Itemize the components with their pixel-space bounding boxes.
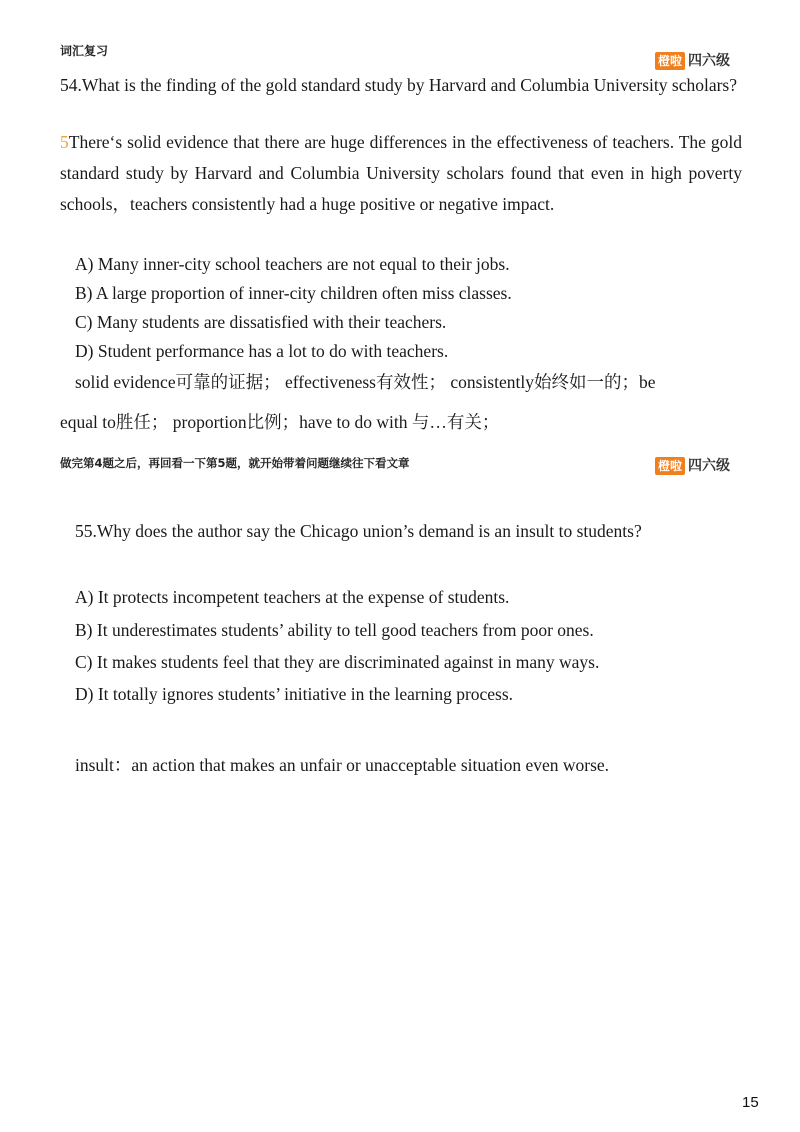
passage-54 — [60, 127, 742, 220]
brand-header — [655, 52, 730, 70]
brand-logo: 橙啦 — [655, 457, 685, 475]
page-number: 15 — [742, 1094, 759, 1111]
option-54-d: D) Student performance has a lot to do with teachers. — [75, 341, 449, 361]
passage-number: 5 — [60, 132, 69, 152]
question-55: 55.Why does the author say the Chicago union’s demand is an insult to students? — [75, 521, 642, 541]
option-54-c: C) Many students are dissatisfied with their teachers. — [75, 312, 447, 332]
brand-text: 四六级 — [688, 458, 731, 474]
option-54-a: A) Many inner-city school teachers are not equal to their jobs. — [75, 254, 510, 274]
option-55-a: A) It protects incompetent teachers at the expense of students. — [75, 587, 510, 607]
brand-divider — [655, 457, 730, 475]
divider-note: 做完第4题之后，再回看一下第5题，就开始带着问题继续往下看文章 — [60, 456, 410, 470]
vocab-line-1: solid evidence可靠的证据； effectiveness有效性； consistently始终如一的；be — [75, 372, 656, 392]
option-55-c: C) It makes students feel that they are discriminated against in many ways. — [75, 652, 600, 672]
question-54: 54.What is the finding of the gold standard study by Harvard and Columbia University scholars? — [60, 75, 738, 95]
brand-logo: 橙啦 — [655, 52, 685, 70]
brand-text: 四六级 — [688, 53, 731, 69]
option-54-b: B) A large proportion of inner-city children often miss classes. — [75, 283, 512, 303]
option-55-b: B) It underestimates students’ ability to tell good teachers from poor ones. — [75, 620, 594, 640]
passage-text: There‘s solid evidence that there are huge differences in the effectiveness of teachers. The gold standard study by Harvard and Columbia University scholars found that even in high poverty schools，teachers consistently had a huge positive or negative impact. — [60, 132, 742, 214]
definition-insult: insult：an action that makes an unfair or unacceptable situation even worse. — [75, 755, 610, 775]
vocab-line-2: equal to胜任； proportion比例；have to do with 与…有关； — [60, 412, 500, 432]
section-label: 词汇复习 — [60, 44, 109, 58]
option-55-d: D) It totally ignores students’ initiative in the learning process. — [75, 684, 514, 704]
